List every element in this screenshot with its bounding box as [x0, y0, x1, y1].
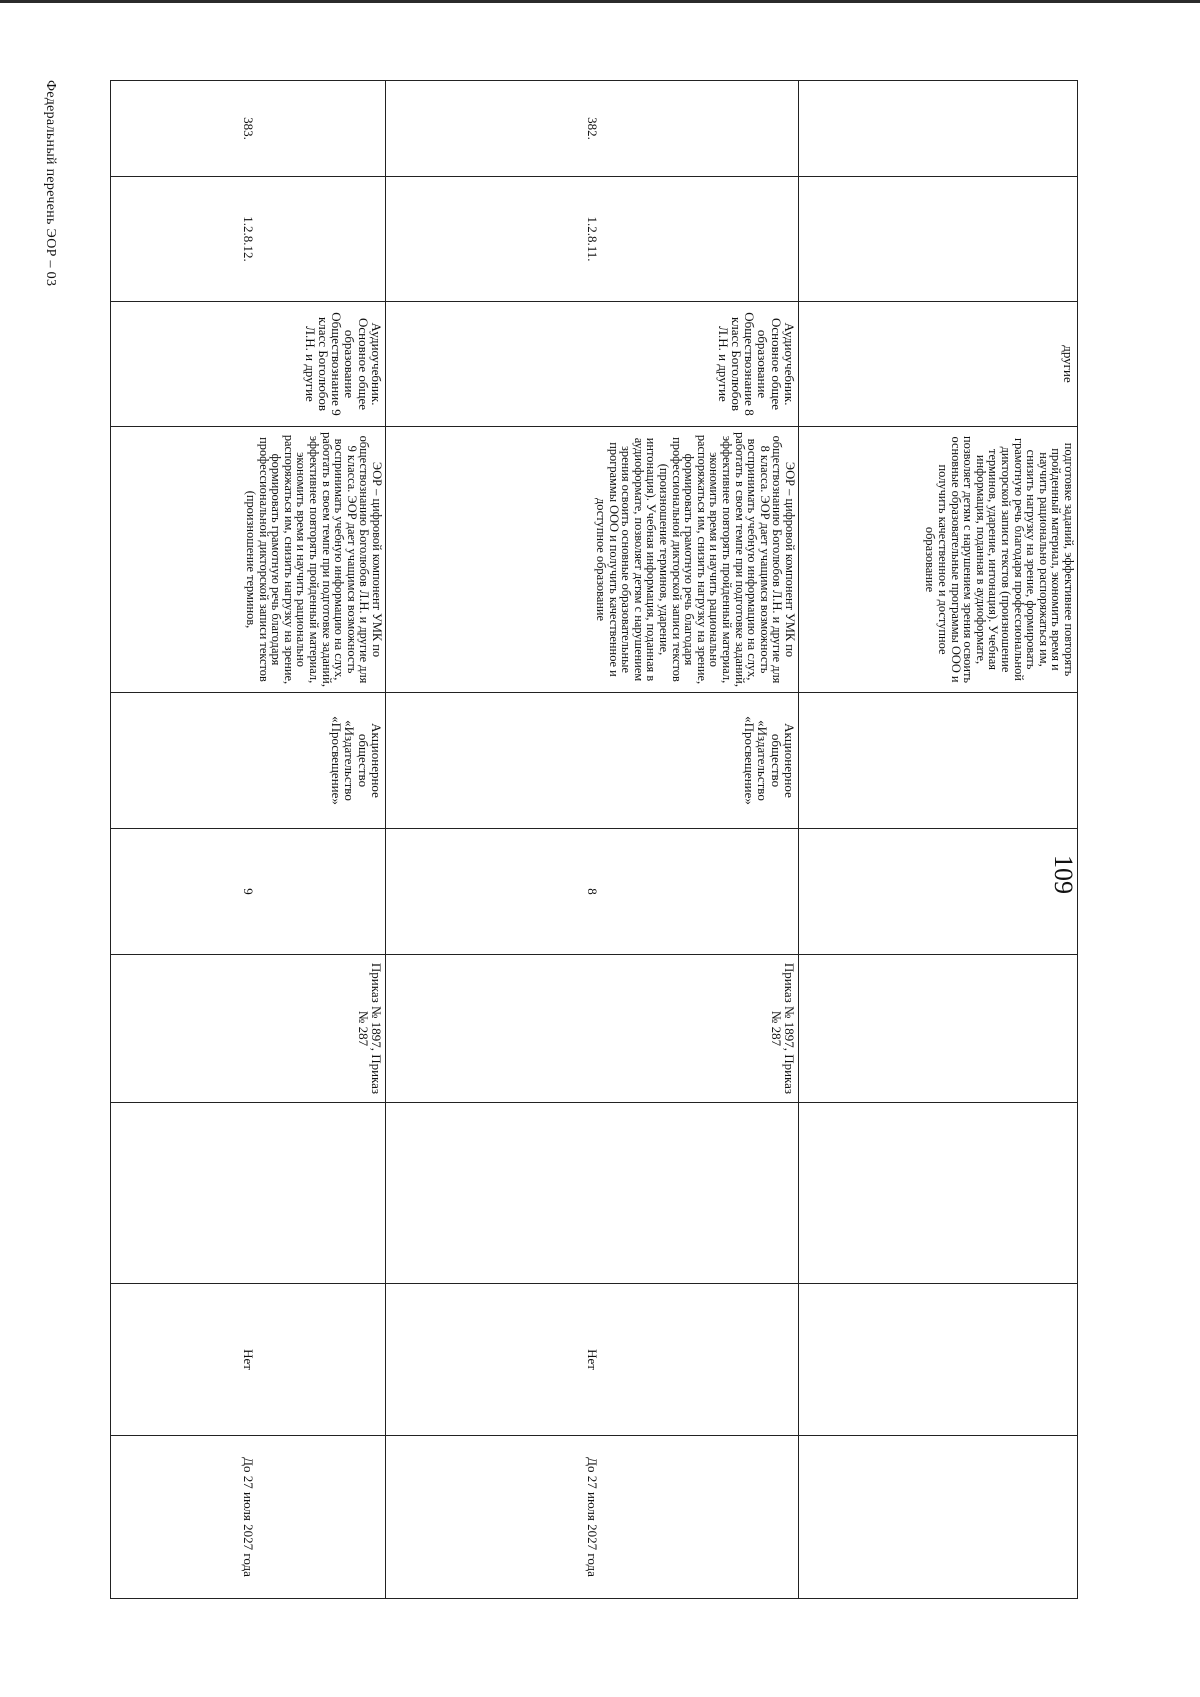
description-text: ЭОР – цифровой компонент УМК по обществознанию Боголюбов Л.Н. и другие для 9 класса. ЭОР дает учащимся возможность воспринимать учебную информацию на слух, работать в своем темпе при подготовке заданий, эффективнее повторять пройденный материал, экономить время и научить рационально распоряжаться им, снизить нагрузку на зрение, формировать грамотную речь благодаря профессиональной дикторской записи текстов (произношение терминов, — [244, 432, 384, 687]
description-text: ЭОР – цифровой компонент УМК по обществознанию Боголюбов Л.Н. и другие для 8 класса. ЭОР дает учащимся возможность воспринимать учебную информацию на слух, работать в своем темпе при подготовке заданий, эффективнее повторять пройденный материал, экономить время и научить рационально распоряжаться им, снизить нагрузку на зрение, формировать грамотную речь благодаря профессиональной дикторской записи текстов (произношение терминов, ударение, интонация). Учебная информация, поданная в аудиоформате, позволяет детям с нарушением зрения освоить основные образовательные программы ООО и получить качественное и доступное образование — [594, 432, 797, 687]
table-row — [386, 81, 799, 1599]
row-order: Приказ № 1897, Приказ № 287 — [386, 955, 799, 1103]
row-col8 — [386, 1103, 799, 1284]
row-grade: 8 — [386, 829, 799, 955]
footer-text: Федеральный перечень ЭОР – 03 — [43, 80, 58, 287]
table-row — [111, 81, 386, 1599]
row-description — [111, 427, 386, 693]
row-term: До 27 июля 2027 года — [386, 1436, 799, 1599]
table-row — [799, 81, 1078, 1599]
row-number: 382. — [386, 81, 799, 177]
row-grade — [799, 829, 1078, 955]
row-col9: Нет — [111, 1284, 386, 1436]
top-edge-bar — [0, 0, 1200, 3]
row-company — [799, 693, 1078, 829]
row-company: Акционерное общество «Издательство «Просвещение» — [111, 693, 386, 829]
row-col8 — [799, 1103, 1078, 1284]
row-number — [799, 81, 1078, 177]
row-col8 — [111, 1103, 386, 1284]
row-col9 — [799, 1284, 1078, 1436]
row-company: Акционерное общество «Издательство «Просвещение» — [386, 693, 799, 829]
row-title: другие — [799, 302, 1078, 427]
row-title: Аудиоучебник. Основное общее образование Обществознание 9 класс Боголюбов Л.Н. и другие — [111, 302, 386, 427]
row-number: 383. — [111, 81, 386, 177]
row-code: 1.2.8.11. — [386, 177, 799, 302]
rotated-table-area — [111, 80, 1078, 1598]
description-text: подготовке заданий, эффективнее повторять пройденный материал, экономить время и научить рационально распоряжаться им, снизить нагрузку на зрение, формировать грамотную речь благодаря профессиональной дикторской записи текстов (произношение терминов, ударение, интонация). Учебная информация, поданная в аудиоформате, позволяет детям с нарушением зрения освоить основные образовательные программы ООО и получить качественное и доступное образование — [923, 435, 1076, 684]
row-description — [799, 427, 1078, 693]
row-term: До 27 июля 2027 года — [111, 1436, 386, 1599]
row-grade: 9 — [111, 829, 386, 955]
row-order: Приказ № 1897, Приказ № 287 — [111, 955, 386, 1103]
eor-list-table — [110, 80, 1078, 1599]
row-code: 1.2.8.12. — [111, 177, 386, 302]
row-term — [799, 1436, 1078, 1599]
row-order — [799, 955, 1078, 1103]
row-code — [799, 177, 1078, 302]
row-title: Аудиоучебник. Основное общее образование Обществознание 8 класс Боголюбов Л.Н. и другие — [386, 302, 799, 427]
page-number-text: 109 — [1049, 855, 1078, 894]
row-col9: Нет — [386, 1284, 799, 1436]
row-description — [386, 427, 799, 693]
